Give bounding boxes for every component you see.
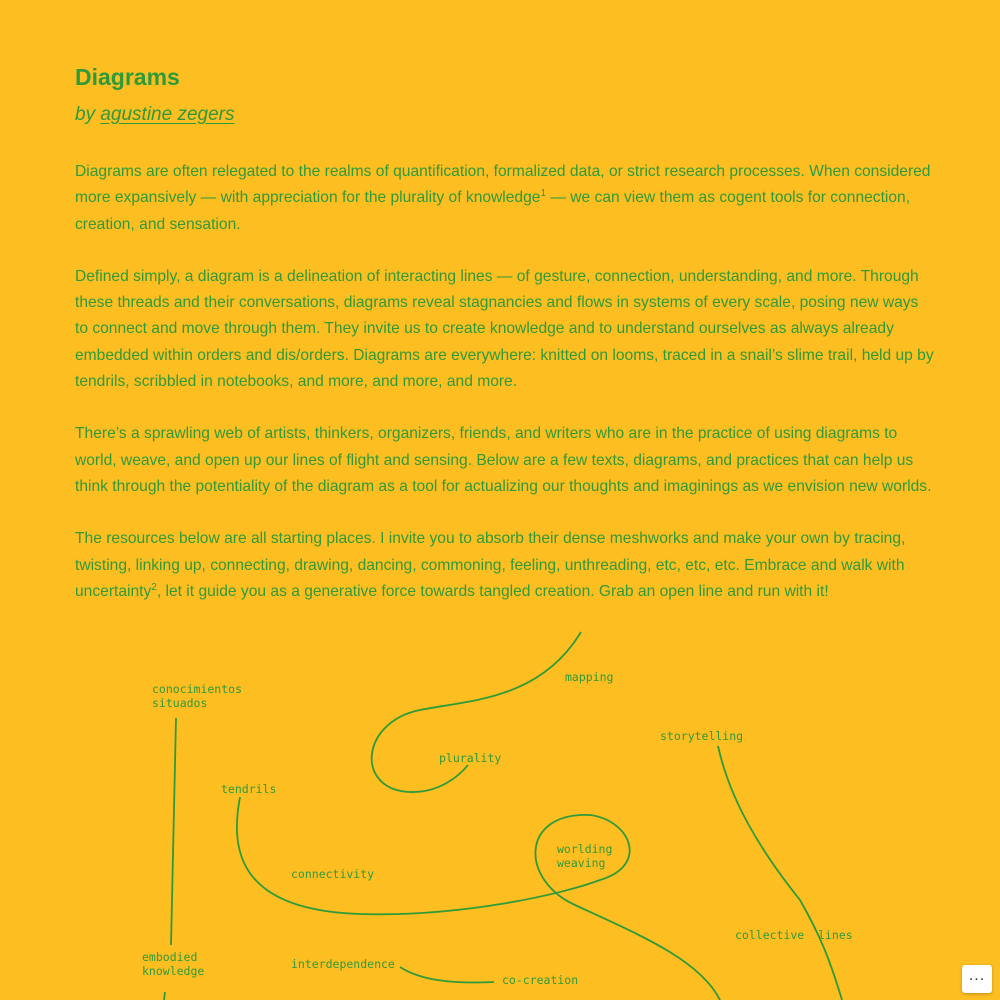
paragraph-4	[75, 526, 935, 605]
term-worlding-weaving[interactable]: worlding weaving	[557, 842, 613, 870]
byline	[75, 100, 935, 130]
line-storytelling-collective	[718, 746, 842, 1000]
paragraph-1	[75, 159, 935, 238]
term-tendrils[interactable]: tendrils	[221, 782, 277, 796]
footnote-ref-2[interactable]: 2	[151, 581, 157, 593]
article-body	[75, 159, 935, 631]
page-title: Diagrams	[75, 64, 180, 90]
paragraph-2: Defined simply, a diagram is a delineation of interacting lines — of gesture, connection, understanding, and more. Through these threads and their conversations, diagrams reveal stagnancies and flows in systems of every scale, posing new ways to connect and move through them. They invite us to create knowledge and to understand ourselves as always already embedded within orders and dis/orders. Diagrams are everywhere: knitted on looms, traced in a snail’s slime trail, held up by tendrils, scribbled in notebooks, and more, and more, and more.	[75, 267, 934, 391]
ellipsis-icon: ...	[968, 967, 986, 984]
term-conocimientos-situados[interactable]: conocimientos situados	[152, 682, 243, 710]
author-link[interactable]: agustine zegers	[100, 104, 235, 125]
line-mapping-plurality	[372, 632, 581, 792]
term-embodied-knowledge[interactable]: embodied knowledge	[142, 950, 205, 978]
term-storytelling[interactable]: storytelling	[660, 729, 744, 743]
paragraph-4-text-a: The resources below are all starting places. I invite you to absorb their dense meshworks and make your own by tracing, twisting, linking up, connecting, drawing, dancing, commoning, feeling, unthreading, etc, etc, etc. Embrace and walk with uncertainty	[75, 530, 906, 600]
paragraph-1-text-a: Diagrams are often relegated to the realms of quantification, formalized data, or strict research processes. When considered more expansively — with appreciation for the plurality of knowledge	[75, 163, 931, 207]
term-co-creation[interactable]: co-creation	[502, 973, 579, 987]
more-options-button[interactable]	[962, 965, 992, 993]
post-header	[75, 60, 935, 130]
term-connectivity[interactable]: connectivity	[291, 867, 375, 881]
line-embodied-down	[164, 992, 165, 1000]
paragraph-4-text-b: , let it guide you as a generative force towards tangled creation. Grab an open line and run with it!	[156, 582, 829, 600]
term-mapping[interactable]: mapping	[565, 670, 614, 684]
line-conocimientos-embodied	[171, 718, 176, 945]
term-interdependence[interactable]: interdependence	[291, 957, 395, 971]
byline-prefix: by	[75, 104, 96, 125]
footnote-ref-1[interactable]: 1	[540, 188, 547, 200]
term-collective-lines[interactable]: collective lines	[735, 928, 853, 942]
paragraph-1-text-b: — we can view them as cogent tools for connection, creation, and sensation.	[75, 189, 911, 233]
term-plurality[interactable]: plurality	[439, 751, 502, 765]
paragraph-3: There’s a sprawling web of artists, thinkers, organizers, friends, and writers who are in the practice of using diagrams to world, weave, and open up our lines of flight and sensing. Below are a few texts, diagrams, and practices that can help us think through the potentiality of the diagram as a tool for actualizing our thoughts and imaginings as we envision new worlds.	[75, 425, 932, 495]
line-interdependence-cocreation	[400, 967, 494, 982]
